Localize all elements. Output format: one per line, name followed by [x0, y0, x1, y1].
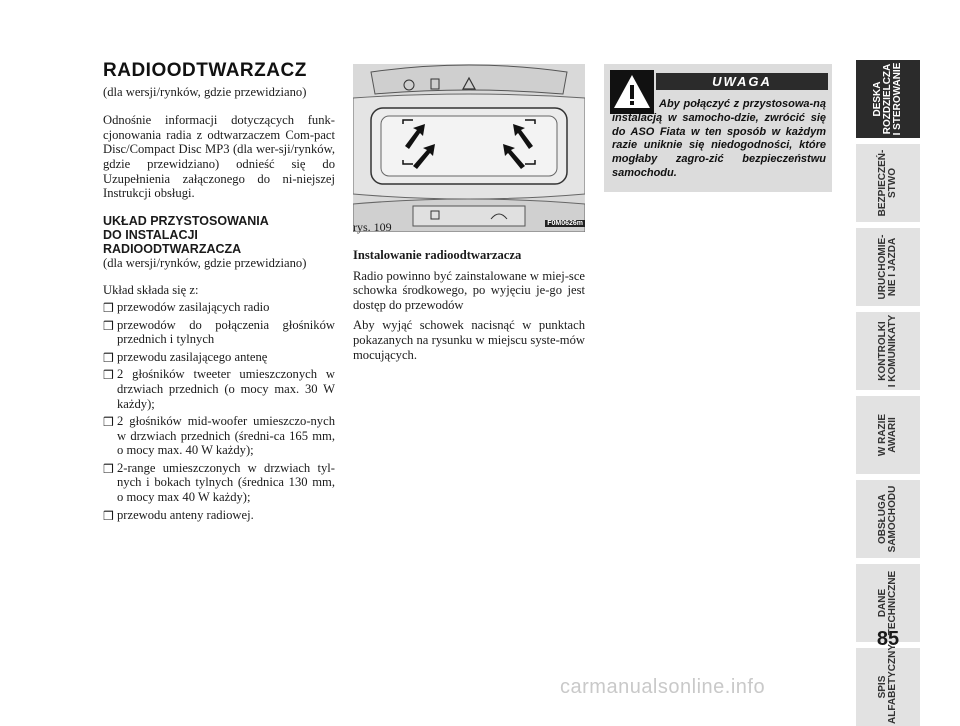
watermark: carmanualsonline.info	[560, 676, 766, 698]
list-intro: Układ składa się z:	[103, 283, 199, 298]
checkbox-icon: ❒	[103, 318, 114, 333]
tab-bezpieczenstwo[interactable]: BEZPIECZEŃ- STWO	[856, 144, 920, 222]
installation-heading: Instalowanie radioodtwarzacza	[353, 248, 522, 262]
checkbox-icon: ❒	[103, 508, 114, 523]
section-heading-line-1: UKŁAD PRZYSTOSOWANIA	[103, 213, 269, 228]
section-heading-line-3: RADIOODTWARZACZA	[103, 241, 242, 256]
tab-dane-techniczne[interactable]: DANE TECHNICZNE	[856, 564, 920, 642]
tab-deska-rozdzielcza[interactable]: DESKA ROZDZIELCZA I STEROWANIE	[856, 60, 920, 138]
left-column	[103, 60, 335, 525]
list-item: ❒ przewodów zasilających radio	[103, 299, 270, 315]
section-subtitle: (dla wersji/rynków, gdzie przewidziano)	[103, 255, 307, 270]
figure-label: rys. 109	[353, 220, 392, 234]
page-title: RADIOODTWARZACZ	[103, 60, 307, 81]
tab-obsluga[interactable]: OBSŁUGA SAMOCHODU	[856, 480, 920, 558]
list-item: ❒ 2 głośników tweeter umieszczonych w drzwiach przednich (o mocy max. 30 W każdy);	[103, 367, 335, 411]
figure-caption	[353, 220, 585, 235]
installation-paragraph-1: Radio powinno być zainstalowane w miej-sce schowka środkowego, po wyjęciu je-go jest dostęp do przewodów	[353, 268, 585, 312]
tab-uruchomienie[interactable]: URUCHOMIE- NIE I JAZDA	[856, 228, 920, 306]
list-item: ❒ 2-range umieszczonych w drzwiach tyl-nych i bokach tylnych (średnica 130 mm, o mocy max 40 W każdy);	[103, 460, 335, 505]
checkbox-icon: ❒	[103, 461, 114, 476]
section-heading-line-2: DO INSTALACJI	[103, 227, 198, 242]
checkbox-icon: ❒	[103, 350, 114, 365]
page-subtitle: (dla wersji/rynków, gdzie przewidziano)	[103, 84, 307, 99]
warning-title: UWAGA	[656, 73, 828, 90]
checkbox-icon: ❒	[103, 415, 114, 430]
dashboard-figure	[353, 64, 585, 232]
center-console-illustration	[353, 64, 585, 232]
list-item: ❒ przewodów do połączenia głośników przednich i tylnych	[103, 317, 335, 347]
list-item: ❒ przewodu anteny radiowej.	[103, 507, 254, 523]
checkbox-icon: ❒	[103, 300, 114, 315]
page-number: 85	[876, 628, 900, 650]
figure-code: F0M0626m	[547, 220, 583, 227]
installation-section	[353, 248, 585, 368]
list-item: ❒ 2 głośników mid-woofer umieszczo-nych w drzwiach przednich (średni-ca 165 mm, o mocy max. 40 W każdy);	[103, 414, 335, 458]
checkbox-icon: ❒	[103, 368, 114, 383]
tab-kontrolki[interactable]: KONTROLKI I KOMUNIKATY	[856, 312, 920, 390]
intro-paragraph: Odnośnie informacji dotyczących funk-cjonowania radia z odtwarzaczem Com-pact Disc/Compact Disc MP3 (dla wer-sji/rynków, gdzie przewidziano) odnieść się do Uzupełnienia załączonego do ni-niejszej Instrukcji obsługi.	[103, 113, 335, 201]
warning-text: Aby połączyć z przystosowa-ną instalacją w samocho-dzie, zwrócić się do ASO Fiata w ten sposób w każdym razie uniknie się niedogodności, które mogłaby zagro-zić bezpieczeństwu samochodu.	[612, 98, 826, 179]
tab-spis-alfabetyczny[interactable]: SPIS ALFABETYCZNY	[856, 648, 920, 726]
tab-w-razie-awarii[interactable]: W RAZIE AWARII	[856, 396, 920, 474]
warning-box	[604, 64, 832, 192]
components-list	[103, 300, 335, 522]
installation-paragraph-2: Aby wyjąć schowek nacisnąć w punktach pokazanych na rysunku w miejscu syste-mów mocujących.	[353, 318, 585, 362]
list-item: ❒ przewodu zasilającego antenę	[103, 349, 268, 365]
